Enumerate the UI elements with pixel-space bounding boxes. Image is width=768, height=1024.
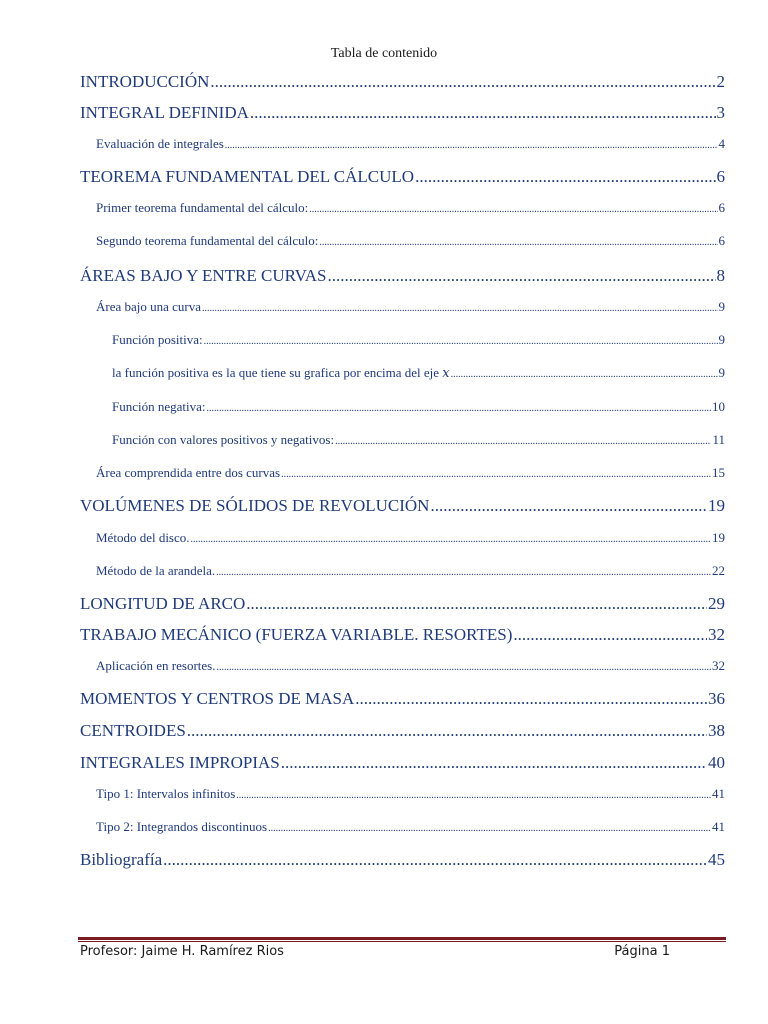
toc-entry-page: 32	[712, 658, 725, 673]
toc-entry-page: 11	[712, 432, 725, 447]
toc-entry-label: ÁREAS BAJO Y ENTRE CURVAS	[80, 266, 327, 285]
toc-entry[interactable]	[112, 332, 725, 350]
toc-entry[interactable]	[80, 103, 725, 125]
toc-entry-page: 3	[716, 103, 725, 122]
toc-entry-page: 8	[716, 266, 725, 285]
toc-entry-label: Área bajo una curva	[96, 299, 202, 314]
toc-entry-page: 40	[708, 753, 725, 772]
toc-entry[interactable]	[80, 72, 725, 94]
toc-entry-label: LONGITUD DE ARCO	[80, 594, 246, 613]
toc-entry-label: Tipo 2: Integrandos discontinuos	[96, 819, 268, 834]
toc-entry-page: 9	[718, 332, 725, 347]
toc-entry-label: Primer teorema fundamental del cálculo:	[96, 200, 309, 215]
toc-entry[interactable]	[112, 432, 725, 450]
dot-leader	[281, 753, 707, 773]
dot-leader	[319, 237, 717, 248]
toc-entry-page: 15	[712, 465, 725, 480]
toc-entry[interactable]	[80, 496, 725, 518]
toc-entry-page: 38	[708, 721, 725, 740]
toc-entry-label: INTEGRALES IMPROPIAS	[80, 753, 280, 772]
dot-leader	[281, 469, 711, 480]
toc-entry-page: 41	[712, 786, 725, 801]
toc-entry-label: Función positiva:	[112, 332, 203, 347]
toc-entry[interactable]	[96, 563, 725, 581]
footer-rule-thick	[78, 937, 726, 940]
toc-entry-label: Bibliografía	[80, 850, 163, 869]
dot-leader	[236, 790, 711, 801]
dot-leader	[513, 625, 707, 645]
dot-leader	[210, 72, 715, 92]
toc-entry-page: 9	[718, 365, 725, 380]
toc-entry[interactable]	[96, 136, 725, 154]
dot-leader	[309, 204, 717, 215]
toc-entry[interactable]	[96, 786, 725, 804]
dot-leader	[246, 594, 707, 614]
toc-entry-label: TRABAJO MECÁNICO (FUERZA VARIABLE. RESORTES)	[80, 625, 513, 644]
toc-entry[interactable]	[80, 689, 725, 711]
toc-entry-page: 4	[718, 136, 725, 151]
toc-entry[interactable]	[96, 530, 725, 548]
toc-entry-page: 32	[708, 625, 725, 644]
toc-entry[interactable]	[112, 399, 725, 417]
toc-entry-label: Área comprendida entre dos curvas	[96, 465, 281, 480]
dot-leader	[335, 436, 711, 447]
toc-entry-label: la función positiva es la que tiene su grafica por encima del eje 𝑥	[112, 365, 450, 380]
toc-entry-label: Método de la arandela.	[96, 563, 216, 578]
dot-leader	[187, 721, 707, 741]
toc-entry[interactable]	[80, 266, 725, 288]
toc-entry[interactable]	[80, 850, 725, 872]
toc-entry-page: 19	[712, 530, 725, 545]
toc-entry-page: 22	[712, 563, 725, 578]
dot-leader	[225, 140, 718, 151]
dot-leader	[451, 369, 718, 380]
footer-page-number: Página 1	[614, 944, 670, 959]
footer-rule-thin	[78, 941, 726, 942]
toc-entry-label: TEOREMA FUNDAMENTAL DEL CÁLCULO	[80, 167, 415, 186]
toc-entry[interactable]	[80, 594, 725, 616]
dot-leader	[191, 534, 711, 545]
toc-entry-label: INTEGRAL DEFINIDA	[80, 103, 249, 122]
toc-entry-label: Función con valores positivos y negativos:	[112, 432, 335, 447]
dot-leader	[202, 303, 717, 314]
dot-leader	[204, 336, 718, 347]
dot-leader	[250, 103, 716, 123]
toc-entry[interactable]	[80, 625, 725, 647]
toc-entry-page: 6	[718, 200, 725, 215]
toc-entry-label: CENTROIDES	[80, 721, 186, 740]
page-title: Tabla de contenido	[330, 46, 438, 61]
toc-entry-label: Segundo teorema fundamental del cálculo:	[96, 233, 319, 248]
toc-entry-page: 9	[718, 299, 725, 314]
dot-leader	[163, 850, 707, 870]
toc-entry-label: Aplicación en resortes.	[96, 658, 216, 673]
dot-leader	[216, 662, 711, 673]
toc-entry-label: Método del disco.	[96, 530, 190, 545]
toc-entry-page: 6	[716, 167, 725, 186]
toc-entry-label: Tipo 1: Intervalos infinitos	[96, 786, 236, 801]
toc-entry[interactable]	[96, 200, 725, 218]
footer-author: Profesor: Jaime H. Ramírez Rios	[80, 944, 284, 959]
dot-leader	[430, 496, 707, 516]
toc-entry-page: 29	[708, 594, 725, 613]
dot-leader	[327, 266, 715, 286]
toc-entry-page: 45	[708, 850, 725, 869]
dot-leader	[268, 823, 711, 834]
toc-entry-page: 41	[712, 819, 725, 834]
toc-entry-page: 2	[716, 72, 725, 91]
toc-entry-page: 6	[718, 233, 725, 248]
toc-entry[interactable]	[96, 465, 725, 483]
dot-leader	[216, 567, 711, 578]
toc-entry[interactable]	[96, 658, 725, 676]
toc-entry-label: INTRODUCCIÓN	[80, 72, 210, 91]
toc-entry[interactable]	[112, 365, 725, 383]
toc-entry-page: 36	[708, 689, 725, 708]
toc-entry[interactable]	[80, 167, 725, 189]
toc-entry-label: VOLÚMENES DE SÓLIDOS DE REVOLUCIÓN	[80, 496, 430, 515]
toc-entry-label: Evaluación de integrales	[96, 136, 224, 151]
toc-entry[interactable]	[80, 753, 725, 775]
toc-entry[interactable]	[80, 721, 725, 743]
toc-entry-label: MOMENTOS Y CENTROS DE MASA	[80, 689, 355, 708]
toc-entry[interactable]	[96, 233, 725, 251]
toc-entry-page: 19	[708, 496, 725, 515]
toc-entry[interactable]	[96, 819, 725, 837]
toc-entry[interactable]	[96, 299, 725, 317]
toc-entry-page: 10	[712, 399, 725, 414]
toc-entry-label: Función negativa:	[112, 399, 206, 414]
dot-leader	[415, 167, 715, 187]
dot-leader	[355, 689, 707, 709]
dot-leader	[207, 403, 711, 414]
